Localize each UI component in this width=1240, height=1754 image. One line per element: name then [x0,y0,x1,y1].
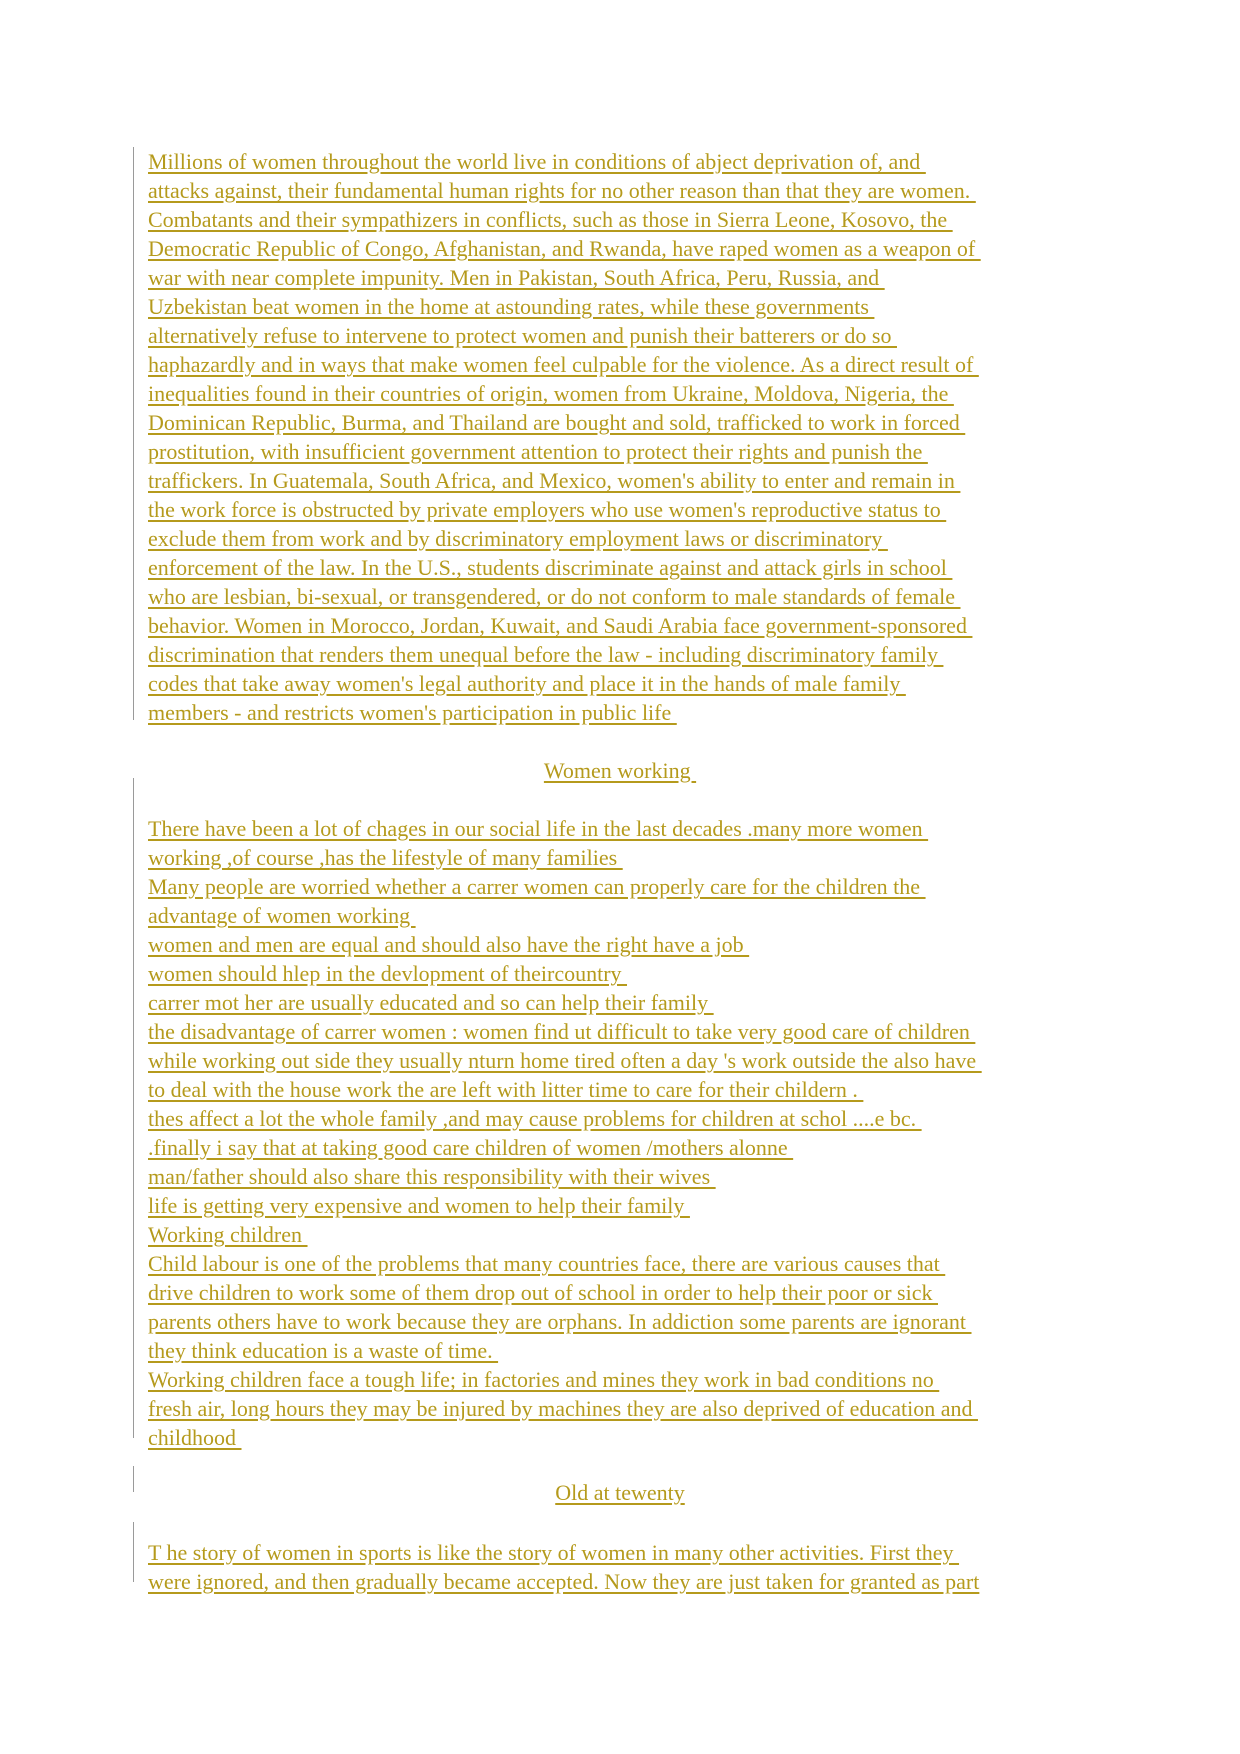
paragraph2-line: to deal with the house work the are left with litter time to care for their childern . [148,1077,864,1102]
paragraph2-line: man/father should also share this responsibility with their wives [148,1164,716,1189]
paragraph2-line: they think education is a waste of time. [148,1338,499,1363]
paragraph2-line: women should hlep in the devlopment of theircountry [148,961,628,986]
change-bar [133,1522,134,1582]
paragraph1-line: enforcement of the law. In the U.S., students discriminate against and attack girls in school [148,555,953,580]
paragraph1-line: behavior. Women in Morocco, Jordan, Kuwait, and Saudi Arabia face government-sponsored [148,613,973,638]
paragraph2-line: thes affect a lot the whole family ,and may cause problems for children at schol ....e bc. [148,1106,922,1131]
paragraph1-line: Uzbekistan beat women in the home at astounding rates, while these governments [148,294,875,319]
paragraph2-line: drive children to work some of them drop out of school in order to help their poor or sick [148,1280,938,1305]
paragraph2-line: Many people are worried whether a carrer women can properly care for the children the [148,874,926,899]
paragraph1-line: traffickers. In Guatemala, South Africa, and Mexico, women's ability to enter and remain in [148,468,961,493]
paragraph1-line: alternatively refuse to intervene to protect women and punish their batterers or do so [148,323,897,348]
paragraph1-line: Dominican Republic, Burma, and Thailand are bought and sold, trafficked to work in forced [148,410,966,435]
paragraph1-line: inequalities found in their countries of origin, women from Ukraine, Moldova, Nigeria, the [148,381,954,406]
paragraph2-line: carrer mot her are usually educated and so can help their family [148,990,714,1015]
paragraph2-line: Working children face a tough life; in factories and mines they work in bad conditions no [148,1367,940,1392]
paragraph1-line: Democratic Republic of Congo, Afghanistan, and Rwanda, have raped women as a weapon of [148,236,981,261]
section-heading-women-working: Women working [543,758,697,783]
paragraph3-line: T he story of women in sports is like the story of women in many other activities. First they [148,1540,960,1565]
paragraph1-line: attacks against, their fundamental human rights for no other reason than that they are women. [148,178,976,203]
paragraph1-line: the work force is obstructed by private employers who use women's reproductive status to [148,497,947,522]
change-bar [133,778,134,1438]
paragraph1-line: prostitution, with insufficient government attention to protect their rights and punish the [148,439,928,464]
paragraph2-line: while working out side they usually nturn home tired often a day 's work outside the also have [148,1048,982,1073]
change-bar [133,147,134,720]
paragraph3-line: were ignored, and then gradually became accepted. Now they are just taken for granted as part [148,1569,980,1594]
paragraph1-line: Combatants and their sympathizers in conflicts, such as those in Sierra Leone, Kosovo, the [148,207,953,232]
paragraph2-line: Child labour is one of the problems that many countries face, there are various causes that [148,1251,946,1276]
paragraph1-line: who are lesbian, bi-sexual, or transgendered, or do not conform to male standards of female [148,584,961,609]
paragraph1-line: haphazardly and in ways that make women feel culpable for the violence. As a direct result of [148,352,979,377]
paragraph1-line: exclude them from work and by discriminatory employment laws or discriminatory [148,526,888,551]
paragraph2-line: Working children [148,1222,308,1247]
paragraph1-line: Millions of women throughout the world live in conditions of abject deprivation of, and [148,149,926,174]
paragraph2-line: .finally i say that at taking good care children of women /mothers alonne [148,1135,794,1160]
paragraph2-line: fresh air, long hours they may be injured by machines they are also deprived of education and [148,1396,978,1421]
paragraph2-line: There have been a lot of chages in our social life in the last decades .many more women [148,816,929,841]
paragraph2-line: working ,of course ,has the lifestyle of many families [148,845,623,870]
paragraph2-line: life is getting very expensive and women to help their family [148,1193,690,1218]
paragraph2-line: advantage of women working [148,903,416,928]
paragraph1-line: members - and restricts women's participation in public life [148,700,677,725]
paragraph2-line: women and men are equal and should also have the right have a job [148,932,750,957]
paragraph1-line: discrimination that renders them unequal before the law - including discriminatory family [148,642,944,667]
section-heading-old-at-tewenty: Old at tewenty [555,1480,685,1505]
paragraph2-line: the disadvantage of carrer women : women find ut difficult to take very good care of children [148,1019,976,1044]
paragraph2-line: parents others have to work because they are orphans. In addiction some parents are ignorant [148,1309,972,1334]
paragraph2-line: childhood [148,1425,242,1450]
paragraph1-line: war with near complete impunity. Men in Pakistan, South Africa, Peru, Russia, and [148,265,885,290]
paragraph1-line: codes that take away women's legal authority and place it in the hands of male family [148,671,906,696]
